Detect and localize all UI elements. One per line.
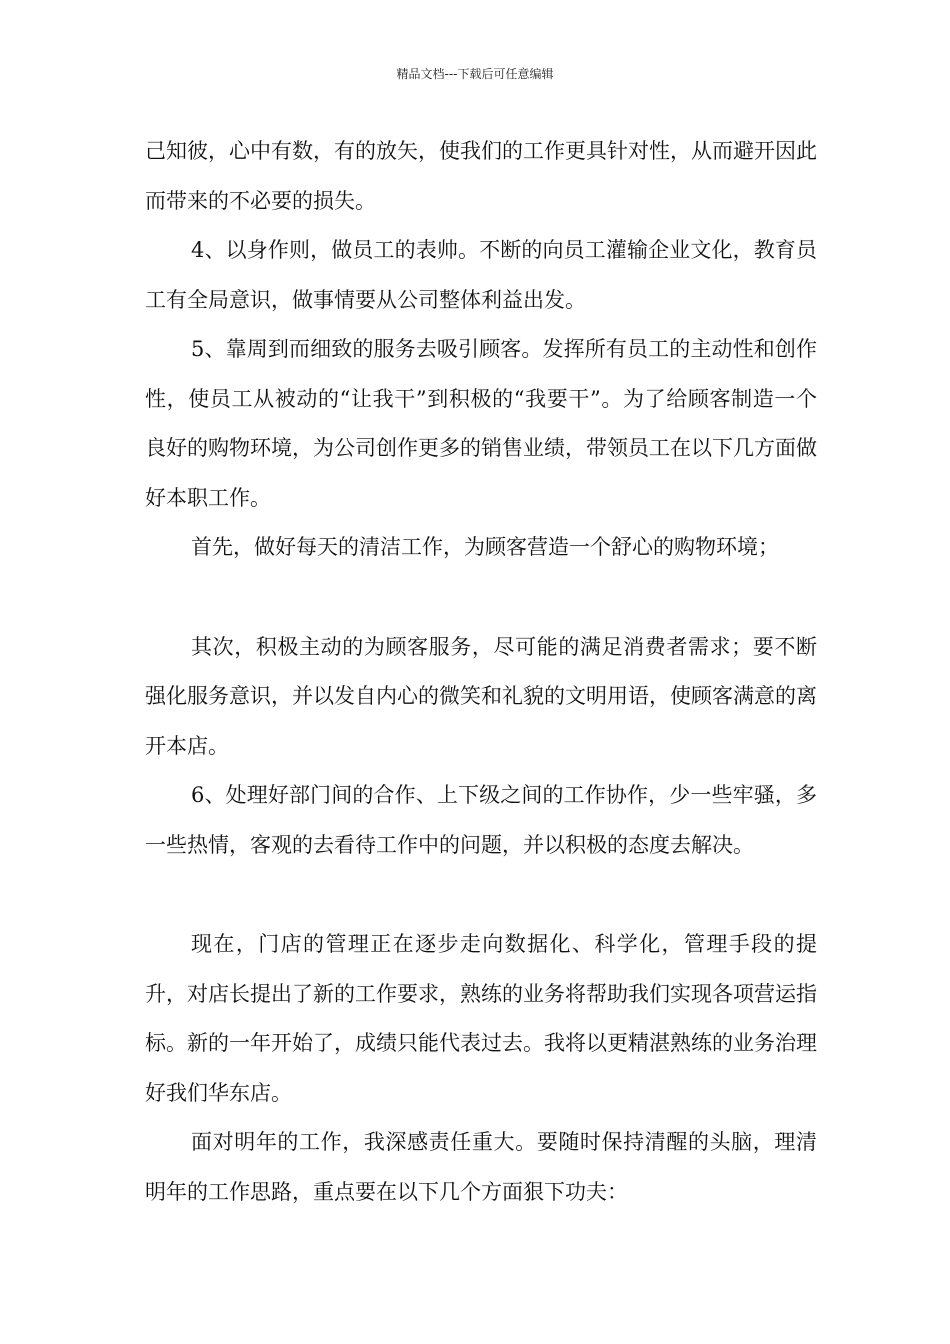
paragraph-second: 其次，积极主动的为顾客服务，尽可能的满足消费者需求；要不断强化服务意识，并以发自内心的微笑和礼貌的文明用语，使顾客满意的离开本店。 [145,634,817,758]
paragraph-continuation: 己知彼，心中有数，有的放矢，使我们的工作更具针对性，从而避开因此而带来的不必要的损失。 [145,139,817,213]
paragraph-item-6: 6、处理好部门间的合作、上下级之间的工作协作，少一些牢骚，多一些热情，客观的去看待工作中的问题，并以积极的态度去解决。 [145,783,817,857]
paragraph-gap [145,870,817,920]
document-body [145,127,817,1217]
paragraph-next-year: 面对明年的工作，我深感责任重大。要随时保持清醒的头脑，理清明年的工作思路，重点要在以下几个方面狠下功夫： [145,1130,817,1204]
paragraph-first: 首先，做好每天的清洁工作，为顾客营造一个舒心的购物环境； [191,535,779,559]
paragraph-current-status: 现在，门店的管理正在逐步走向数据化、科学化，管理手段的提升，对店长提出了新的工作要求，熟练的业务将帮助我们实现各项营运指标。新的一年开始了，成绩只能代表过去。我将以更精湛熟练的业务治理好我们华东店。 [145,932,817,1105]
paragraph-gap [145,573,817,623]
paragraph-item-5: 5、靠周到而细致的服务去吸引顾客。发挥所有员工的主动性和创作性，使员工从被动的“让我干”到积极的“我要干”。为了给顾客制造一个良好的购物环境，为公司创作更多的销售业绩，带领员工在以下几方面做好本职工作。 [145,337,817,510]
page-header: 精品文档---下载后可任意编辑 [396,67,554,81]
paragraph-item-4: 4、以身作则，做员工的表帅。不断的向员工灌输企业文化，教育员工有全局意识，做事情要从公司整体利益出发。 [145,238,817,312]
